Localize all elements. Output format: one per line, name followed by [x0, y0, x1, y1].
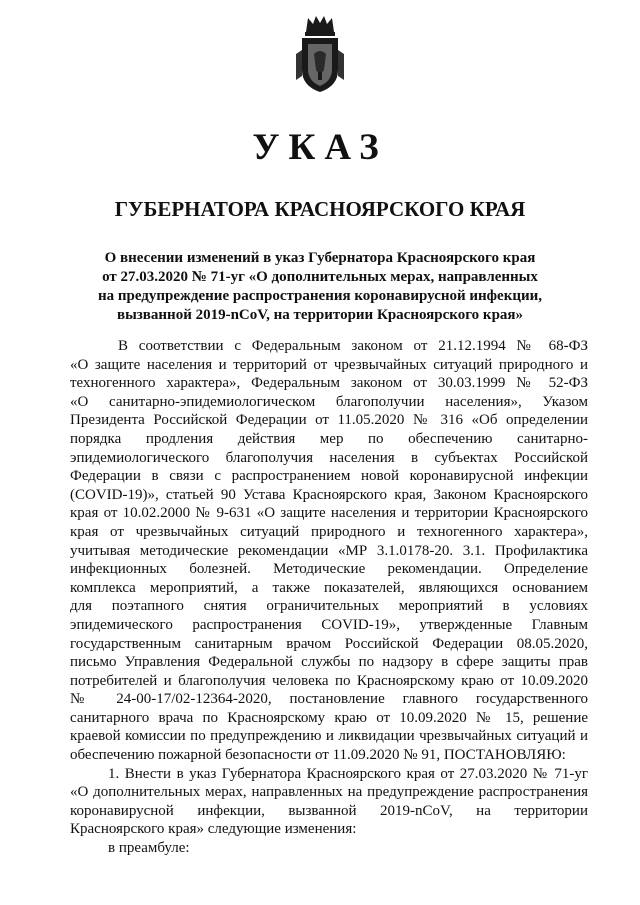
body-line: эпидемического распространения COVID-19», утвержденные Главным	[70, 616, 588, 633]
body-line: края от чрезвычайных ситуаций природного и техногенного характера»,	[70, 523, 588, 540]
body-line: инфекционных болезней. Методические рекомендации. Определение	[70, 561, 588, 578]
preamble-label: в преамбуле:	[108, 840, 190, 857]
heading-line: от 27.03.2020 № 71-уг «О дополнительных мерах, направленных	[102, 269, 538, 285]
heading-line: на предупреждение распространения коронавирусной инфекции,	[97, 288, 543, 304]
body-line: обеспечению пожарной безопасности от 11.09.2020 № 91, ПОСТАНОВЛЯЮ:	[70, 747, 566, 764]
body-line: № 24-00-17/02-12364-2020, постановление главного государственного	[70, 691, 588, 708]
body-line: письмо Управления Федеральной службы по надзору в сфере защиты прав	[70, 654, 588, 671]
krasnoyarsk-coat-of-arms-icon	[294, 14, 346, 96]
decree-heading	[40, 249, 600, 325]
body-line: потребителей и благополучия человека по Красноярскому краю от 10.09.2020	[70, 672, 588, 689]
body-line: государственным санитарным врачом Российской Федерации 08.05.2020,	[70, 635, 588, 652]
item-line: Красноярского края» следующие изменения:	[70, 821, 357, 838]
document-title: УКАЗ	[252, 127, 388, 168]
body-line: порядка продления действия мер по обеспечению санитарно-	[70, 430, 588, 447]
body-line: комплекса мероприятий, а также показателей, являющихся основанием	[70, 579, 588, 596]
body-line: края от 10.02.2000 № 9-631 «О защите населения и территории Красноярского	[70, 505, 588, 522]
heading-line: О внесении изменений в указ Губернатора Красноярского края	[104, 250, 536, 266]
decree-body	[70, 337, 588, 858]
body-line: техногенного характера», Федеральным законом от 30.03.1999 № 52-ФЗ	[70, 375, 588, 392]
body-line: учитывая методические рекомендации «МР 3.1.0178-20. 3.1. Профилактика	[70, 542, 588, 559]
body-line: санитарного врача по Красноярскому краю от 10.09.2020 № 15, решение	[70, 709, 588, 726]
body-line: краевой комиссии по предупреждению и ликвидации чрезвычайных ситуаций и	[70, 728, 588, 745]
heading-line: вызванной 2019-nCoV, на территории Красноярского края»	[116, 307, 524, 323]
body-line: В соответствии с Федеральным законом от 21.12.1994 № 68-ФЗ	[118, 338, 588, 354]
body-line: Президента Российской Федерации от 11.05.2020 № 316 «Об определении	[70, 412, 588, 429]
item-line: 1. Внести в указ Губернатора Красноярского края от 27.03.2020 № 71-уг	[108, 765, 588, 782]
body-line: «О защите населения и территорий от чрезвычайных ситуаций природного и	[70, 356, 588, 373]
body-line: для поэтапного снятия ограничительных мероприятий в условиях	[70, 598, 588, 615]
body-line: «О санитарно-эпидемиологическом благополучии населения», Указом	[70, 393, 588, 410]
body-line: Федерации в связи с распространением новой коронавирусной инфекции	[70, 468, 588, 485]
body-line: эпидемиологического благополучия населения в субъектах Российской	[70, 449, 588, 466]
item-line: «О дополнительных мерах, направленных на предупреждение распространения	[70, 784, 588, 801]
body-line: (COVID-19)», статьей 90 Устава Красноярского края, Законом Красноярского	[70, 486, 588, 503]
item-line: коронавирусной инфекции, вызванной 2019-nCoV, на территории	[70, 802, 588, 819]
document-subtitle: ГУБЕРНАТОРА КРАСНОЯРСКОГО КРАЯ	[114, 197, 526, 221]
